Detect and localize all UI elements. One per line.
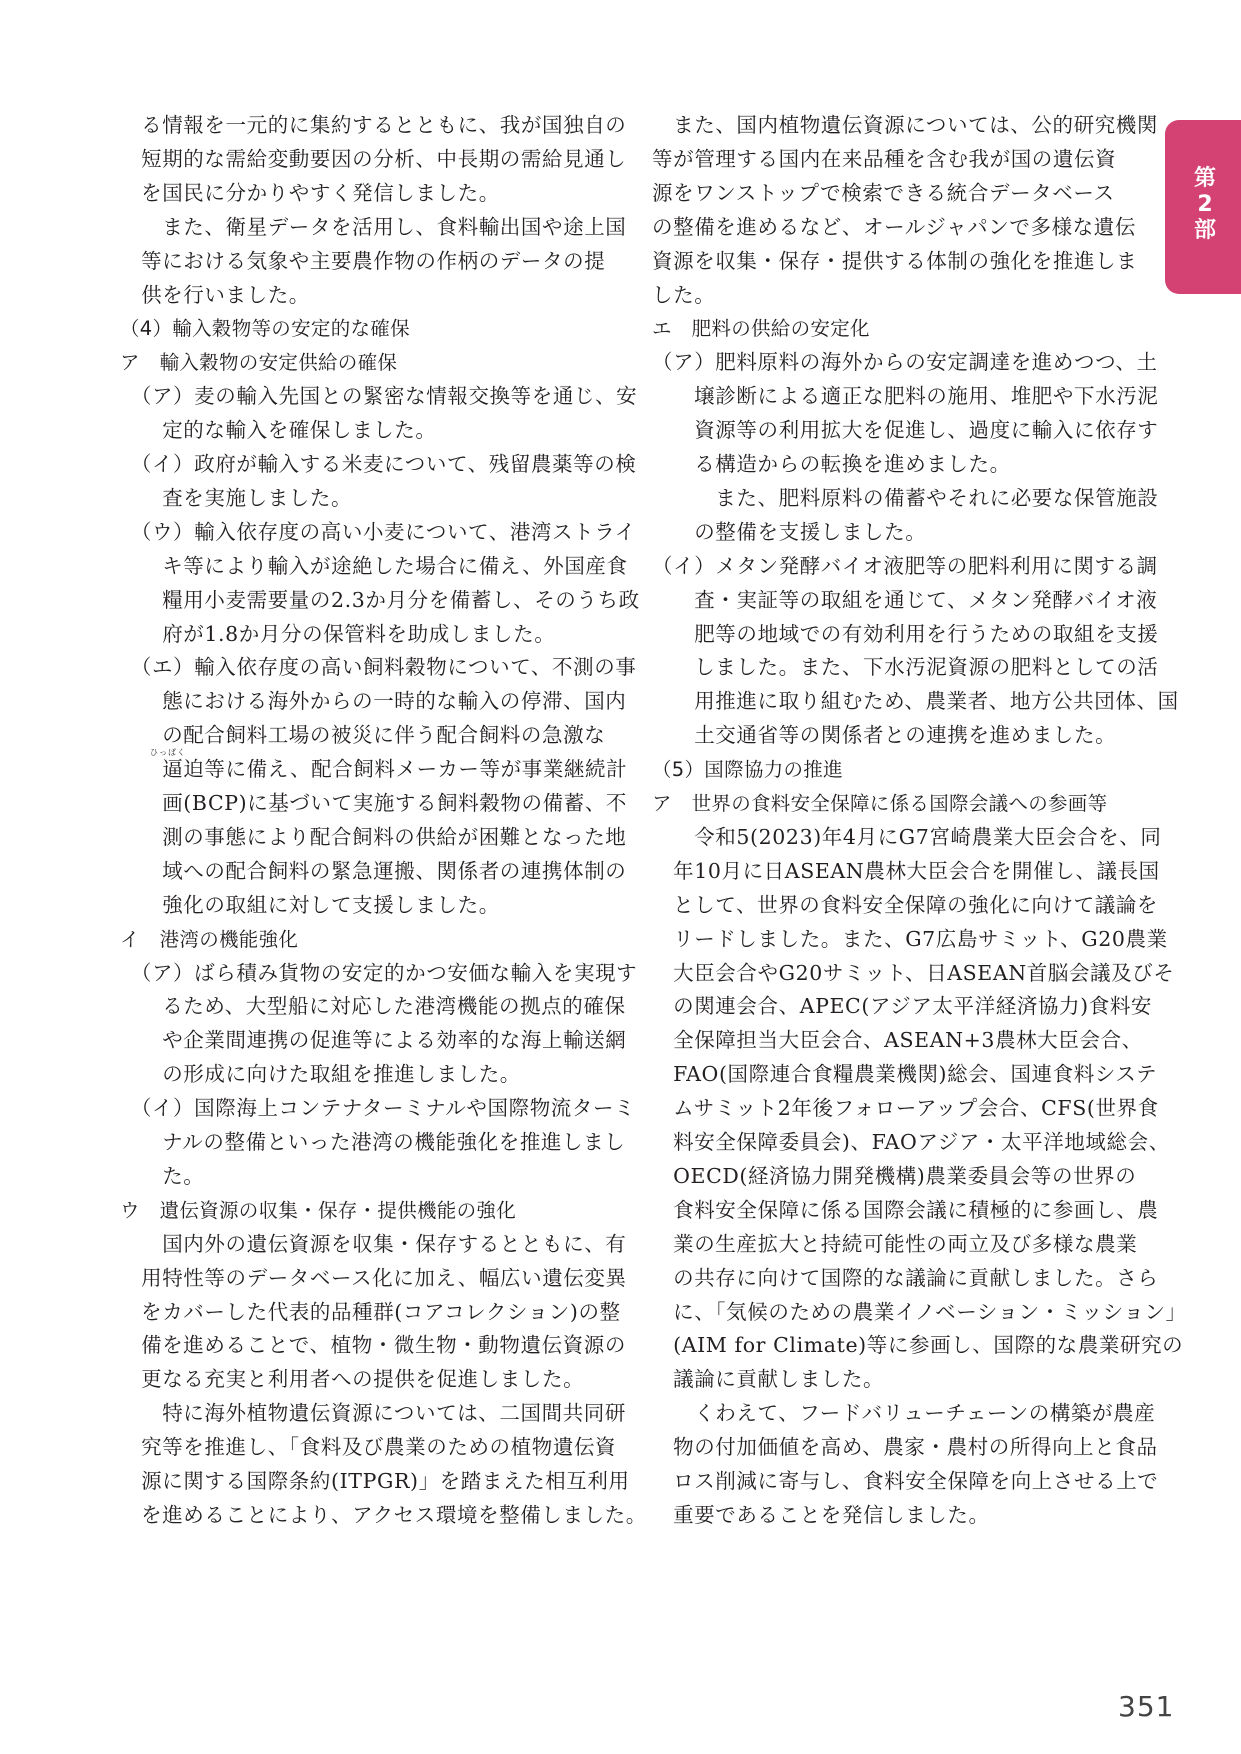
text-line: 強化の取組に対して支援しました。 (120, 892, 500, 917)
text-line: 食料安全保障に係る国際会議に積極的に参画し、農 (652, 1197, 1159, 1222)
text-line: ア 輸入穀物の安定供給の確保 (120, 351, 398, 375)
tab-text-line2: 2 (1197, 192, 1213, 217)
text-line: を進めることにより、アクセス環境を整備しました。 (120, 1502, 647, 1527)
ruby-annotation: ひっぱく (150, 748, 186, 758)
text-line: ナルの整備といった港湾の機能強化を推進しまし (120, 1130, 626, 1154)
text-line: た。 (120, 1163, 205, 1188)
text-line: 用推進に取り組むため、農業者、地方公共団体、国 (652, 689, 1179, 714)
text-line: 肥等の地域での有効利用を行うための取組を支援 (652, 621, 1159, 646)
text-line: るため、大型船に対応した港湾機能の拠点的確保 (120, 994, 626, 1019)
text-line: の形成に向けた取組を推進しました。 (120, 1062, 521, 1087)
text-line: した。 (652, 282, 716, 307)
text-line: 大臣会合やG20サミット、日ASEAN首脳会議及びそ (652, 960, 1175, 985)
text-line: として、世界の食料安全保障の強化に向けて議論を (652, 892, 1158, 917)
text-line: （ア）ばら積み貨物の安定的かつ安価な輸入を実現す (120, 960, 638, 985)
text-line: FAO(国際連合食糧農業機関)総会、国連食料システ (652, 1062, 1158, 1087)
text-line: （ア）麦の輸入先国との緊密な情報交換等を通じ、安 (120, 384, 638, 409)
text-line: イ 港湾の機能強化 (120, 927, 299, 951)
text-line: 糧用小麦需要量の2.3か月分を備蓄し、そのうち政 (120, 587, 640, 612)
text-line: 更なる充実と利用者への提供を促進しました。 (120, 1367, 585, 1392)
text-line: 国内外の遺伝資源を収集・保存するとともに、有 (120, 1231, 627, 1256)
text-line: 究等を推進し、「食料及び農業のための植物遺伝資 (120, 1435, 617, 1460)
text-line: の共存に向けて国際的な議論に貢献しました。さら (652, 1265, 1159, 1290)
text-line: 域への配合飼料の緊急運搬、関係者の連携体制の (120, 858, 627, 883)
text-line: る構造からの転換を進めました。 (652, 452, 1011, 476)
text-line: （5）国際協力の推進 (652, 758, 843, 782)
page-number: 351 (1118, 1690, 1175, 1723)
text-line: 用特性等のデータベース化に加え、幅広い遺伝変異 (120, 1265, 627, 1290)
text-line: 画(BCP)に基づいて実施する飼料穀物の備蓄、不 (120, 791, 628, 815)
text-line: （イ）政府が輸入する米麦について、残留農薬等の検 (120, 452, 637, 476)
text-line: 源に関する国際条約(ITPGR)」を踏まえた相互利用 (120, 1469, 630, 1493)
text-line: 等における気象や主要農作物の作柄のデータの提 (120, 248, 606, 273)
text-line: の関連会合、APEC(アジア太平洋経済協力)食料安 (652, 994, 1153, 1019)
text-line: 測の事態により配合飼料の供給が困難となった地 (120, 824, 627, 849)
text-line: 特に海外植物遺伝資源については、二国間共同研 (120, 1401, 626, 1426)
text-line: 重要であることを発信しました。 (652, 1502, 990, 1527)
text-line: また、肥料原料の備蓄やそれに必要な保管施設 (652, 485, 1159, 510)
text-line: に、「気候のための農業イノベーション・ミッション」 (652, 1299, 1187, 1324)
text-line: る情報を一元的に集約するとともに、我が国独自の (120, 113, 627, 137)
text-line: 逼迫等に備え、配合飼料メーカー等が事業継続計 (120, 757, 628, 782)
text-line: 業の生産拡大と持続可能性の両立及び多様な農業 (652, 1231, 1138, 1256)
text-line: をカバーした代表的品種群(コアコレクション)の整 (120, 1299, 621, 1324)
text-line: 全保障担当大臣会合、ASEAN+3農林大臣会合、 (652, 1028, 1143, 1053)
text-line: (AIM for Climate)等に参画し、国際的な農業研究の (652, 1333, 1184, 1358)
text-line: （イ）メタン発酵バイオ液肥等の肥料利用に関する調 (652, 553, 1158, 578)
text-line: 土交通省等の関係者との連携を進めました。 (652, 723, 1117, 748)
text-line: 資源等の利用拡大を促進し、過度に輸入に依存す (652, 418, 1159, 443)
text-line: 令和5(2023)年4月にG7宮崎農業大臣会合を、同 (652, 824, 1162, 849)
text-line: しました。また、下水汚泥資源の肥料としての活 (652, 655, 1159, 680)
text-line: 短期的な需給変動要因の分析、中長期の需給見通し (120, 146, 627, 171)
text-line: を国民に分かりやすく発信しました。 (120, 180, 500, 205)
text-line: くわえて、フードバリューチェーンの構築が農産 (652, 1401, 1156, 1426)
text-line: （イ）国際海上コンテナターミナルや国際物流ターミ (120, 1096, 636, 1121)
text-line: また、衛星データを活用し、食料輸出国や途上国 (120, 214, 627, 239)
text-line: 査・実証等の取組を通じて、メタン発酵バイオ液 (652, 587, 1158, 612)
text-line: OECD(経済協力開発機構)農業委員会等の世界の (652, 1163, 1137, 1188)
text-line: 料安全保障委員会)、FAOアジア・太平洋地域総会、 (652, 1130, 1170, 1154)
text-line: 供を行いました。 (120, 282, 310, 307)
text-line: 壌診断による適正な肥料の施用、堆肥や下水汚泥 (652, 384, 1159, 409)
text-line: （エ）輸入依存度の高い飼料穀物について、不測の事 (120, 655, 637, 680)
text-line: の整備を進めるなど、オールジャパンで多様な遺伝 (652, 214, 1136, 239)
text-line: （4）輸入穀物等の安定的な確保 (120, 317, 410, 341)
text-line: の配合飼料工場の被災に伴う配合飼料の急激な (120, 723, 606, 748)
text-line: ロス削減に寄与し、食料安全保障を向上させる上で (652, 1469, 1159, 1493)
text-line: （ウ）輸入依存度の高い小麦について、港湾ストライ (120, 519, 636, 544)
tab-text-line3: 部 (1193, 218, 1216, 243)
text-line: の整備を支援しました。 (652, 519, 927, 544)
text-line: ムサミット2年後フォローアップ会合、CFS(世界食 (652, 1096, 1159, 1121)
text-line: 備を進めることで、植物・微生物・動物遺伝資源の (120, 1333, 626, 1358)
text-line: ア 世界の食料安全保障に係る国際会議への参画等 (652, 792, 1108, 815)
text-line: リードしました。また、G7広島サミット、G20農業 (652, 926, 1168, 951)
text-line: 資源を収集・保存・提供する体制の強化を推進しま (652, 248, 1138, 273)
text-line: 物の付加価値を高め、農家・農村の所得向上と食品 (652, 1435, 1158, 1460)
text-line: 源をワンストップで検索できる統合データベース (652, 180, 1115, 205)
text-line: 査を実施しました。 (120, 485, 353, 510)
text-line: 議論に貢献しました。 (652, 1367, 885, 1392)
chapter-tab (1165, 120, 1241, 294)
text-line: 年10月に日ASEAN農林大臣会合を開催し、議長国 (652, 858, 1160, 883)
text-line: また、国内植物遺伝資源については、公的研究機関 (652, 113, 1158, 137)
tab-text-line1: 第 (1193, 166, 1216, 191)
text-line: 定的な輸入を確保しました。 (120, 418, 437, 443)
text-line: キ等により輸入が途絶した場合に備え、外国産食 (120, 553, 628, 578)
text-line: 府が1.8か月分の保管料を助成しました。 (120, 621, 556, 646)
text-line: や企業間連携の促進等による効率的な海上輸送網 (120, 1028, 627, 1053)
text-line: ウ 遺伝資源の収集・保存・提供機能の強化 (120, 1198, 517, 1222)
text-line: （ア）肥料原料の海外からの安定調達を進めつつ、土 (652, 350, 1158, 375)
text-line: 等が管理する国内在来品種を含む我が国の遺伝資 (652, 146, 1117, 171)
text-line: エ 肥料の供給の安定化 (652, 317, 870, 341)
text-line: 態における海外からの一時的な輸入の停滞、国内 (120, 689, 627, 714)
